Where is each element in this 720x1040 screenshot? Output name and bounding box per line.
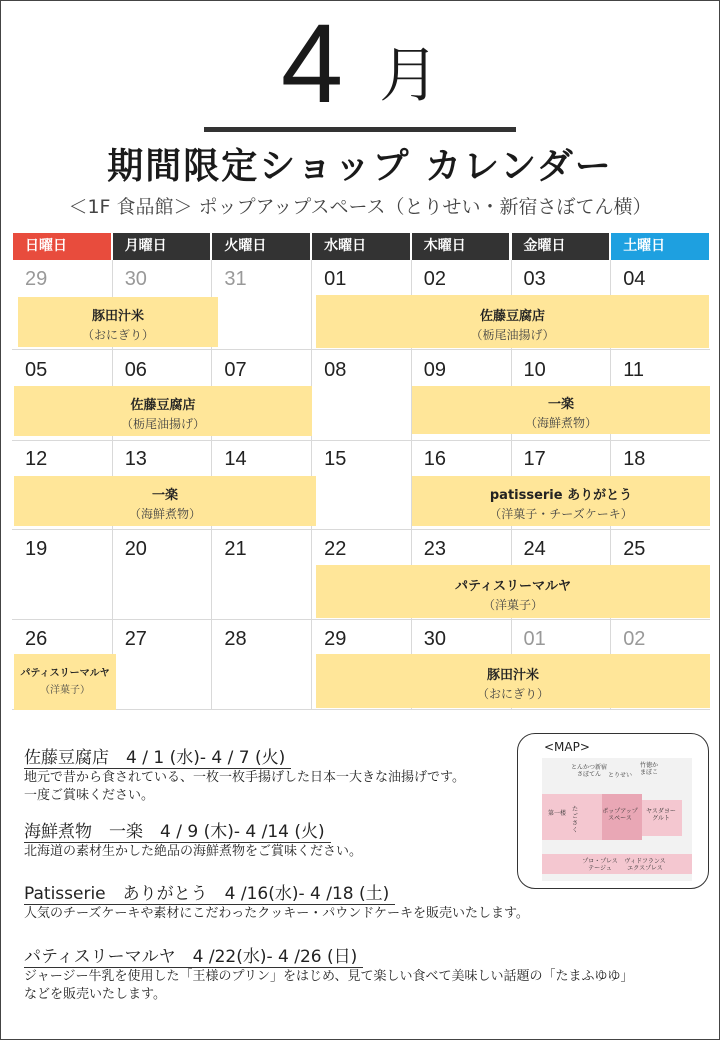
event-bar <box>14 386 312 436</box>
info-block-sato <box>24 743 465 805</box>
date-number: 30 <box>124 268 147 290</box>
date-number: 01 <box>523 628 546 650</box>
date-number: 15 <box>324 448 347 470</box>
date-number: 18 <box>623 448 646 470</box>
date-number: 31 <box>224 268 247 290</box>
event-category: （栃尾油揚げ） <box>120 417 205 431</box>
date-number: 09 <box>423 359 447 381</box>
event-bar <box>18 297 218 347</box>
event-name: 豚田汁米 <box>486 668 539 683</box>
dow-friday: 金曜日 <box>512 233 610 260</box>
info-block-arigatou <box>24 879 529 923</box>
row-divider <box>12 619 710 620</box>
date-number: 20 <box>124 538 147 560</box>
map-shop-label: ポップアップスペース <box>602 808 638 822</box>
event-name: パティスリーマルヤ <box>455 579 571 594</box>
date-number: 12 <box>25 448 48 470</box>
row-divider <box>12 440 710 441</box>
date-number: 14 <box>224 448 247 470</box>
event-category: （海鮮煮物） <box>128 507 201 521</box>
map-floor-plan <box>542 758 692 881</box>
date-number: 22 <box>324 538 347 560</box>
dow-thursday: 木曜日 <box>412 233 510 260</box>
info-description: 人気のチーズケーキや素材にこだわったクッキー・パウンドケーキを販売いたします。 <box>24 906 529 921</box>
event-name: patisserie ありがとう <box>489 488 633 503</box>
event-name: 一楽 <box>151 488 178 503</box>
event-category: （栃尾油揚げ） <box>470 328 555 342</box>
month-number: 4 <box>280 1 344 126</box>
event-name: 豚田汁米 <box>91 309 144 324</box>
event-category: （海鮮煮物） <box>524 416 597 430</box>
map-shop-label: ヴィドフランスエクスプレス <box>624 858 666 872</box>
date-number: 23 <box>423 538 447 560</box>
date-number: 24 <box>523 538 546 560</box>
date-number: 08 <box>324 359 347 381</box>
date-number: 29 <box>324 628 347 650</box>
event-name: 佐藤豆腐店 <box>130 398 196 413</box>
info-block-maruya <box>24 942 633 1004</box>
date-number: 13 <box>124 448 147 470</box>
date-number: 01 <box>324 268 347 290</box>
event-bar <box>316 565 710 618</box>
map-shop-label: 竹徳かまぼこ <box>639 762 658 776</box>
date-number: 11 <box>623 359 644 381</box>
date-number: 19 <box>25 538 48 560</box>
event-bar <box>316 295 709 348</box>
map-shop-label: とんかつ新宿さぼてん <box>570 764 607 778</box>
date-number: 05 <box>25 359 48 381</box>
info-description: 北海道の素材生かした絶品の海鮮煮物をご賞味ください。 <box>24 844 363 859</box>
page-subtitle: ＜1F 食品館＞ ポップアップスペース（とりせい・新宿さぼてん横） <box>68 196 652 218</box>
date-number: 30 <box>423 628 447 650</box>
info-heading: Patisserie ありがとう 4 /16(水)- 4 /18 (土) <box>24 879 395 905</box>
date-number: 26 <box>25 628 48 650</box>
map-label: <MAP> <box>544 740 590 754</box>
month-heading <box>0 1 720 126</box>
map-shop-label: ヤスダヨーグルト <box>646 808 676 822</box>
date-number: 03 <box>523 268 546 290</box>
dow-tuesday: 火曜日 <box>212 233 310 260</box>
event-name: 一楽 <box>547 397 574 412</box>
event-name: 佐藤豆腐店 <box>479 309 545 324</box>
event-category: （洋菓子） <box>40 685 90 696</box>
event-bar <box>14 476 316 526</box>
date-number: 21 <box>224 538 247 560</box>
title-rule <box>204 127 516 132</box>
dow-sunday: 日曜日 <box>13 233 111 260</box>
event-category: （洋菓子・チーズケーキ） <box>489 507 633 521</box>
month-unit: 月 <box>379 41 440 111</box>
info-heading: 佐藤豆腐店 4 / 1 (水)- 4 / 7 (火) <box>24 743 291 769</box>
date-number: 06 <box>124 359 147 381</box>
date-number: 02 <box>423 268 447 290</box>
date-number: 17 <box>523 448 546 470</box>
date-number: 10 <box>523 359 546 381</box>
info-description: 地元で昔から食されている、一枚一枚手揚げした日本一大きな油揚げです。 <box>24 770 465 785</box>
dow-wednesday: 水曜日 <box>312 233 410 260</box>
event-category: （おにぎり） <box>81 328 154 342</box>
event-bar <box>412 386 710 434</box>
info-description: 一度ご賞味ください。 <box>24 788 155 803</box>
info-description: などを販売いたします。 <box>24 987 166 1002</box>
date-number: 07 <box>224 359 247 381</box>
date-number: 02 <box>623 628 646 650</box>
row-divider <box>12 349 710 350</box>
event-category: （おにぎり） <box>476 687 549 701</box>
date-number: 25 <box>623 538 646 560</box>
row-divider <box>12 529 710 530</box>
date-number: 04 <box>623 268 646 290</box>
event-category: （洋菓子） <box>482 598 543 612</box>
event-name: パティスリーマルヤ <box>20 668 110 679</box>
info-description: ジャージー牛乳を使用した「王様のプリン」をはじめ、見て楽しい食べて美味しい話題の「たまふゆゆ」 <box>24 969 634 984</box>
info-heading: パティスリーマルヤ 4 /22(水)- 4 /26 (日) <box>24 942 363 968</box>
map-shop-label: とりせい <box>607 772 632 779</box>
date-number: 29 <box>25 268 48 290</box>
event-bar <box>316 654 710 708</box>
map-shop-label: プロ・プレステージュ <box>582 858 618 872</box>
map-shop-label: たごさく <box>571 806 578 834</box>
info-heading: 海鮮煮物 一楽 4 / 9 (木)- 4 /14 (火) <box>24 817 331 843</box>
date-number: 28 <box>224 628 247 650</box>
dow-saturday: 土曜日 <box>611 233 709 260</box>
info-block-ichiraku <box>24 817 362 861</box>
row-divider <box>12 709 710 710</box>
map-shop-label: 第一楼 <box>547 810 566 817</box>
date-number: 27 <box>124 628 147 650</box>
event-bar <box>14 654 116 710</box>
dow-monday: 月曜日 <box>113 233 211 260</box>
page-title: 期間限定ショップ カレンダー <box>107 146 613 187</box>
date-number: 16 <box>423 448 447 470</box>
floor-map <box>517 733 709 889</box>
event-bar <box>412 476 710 526</box>
